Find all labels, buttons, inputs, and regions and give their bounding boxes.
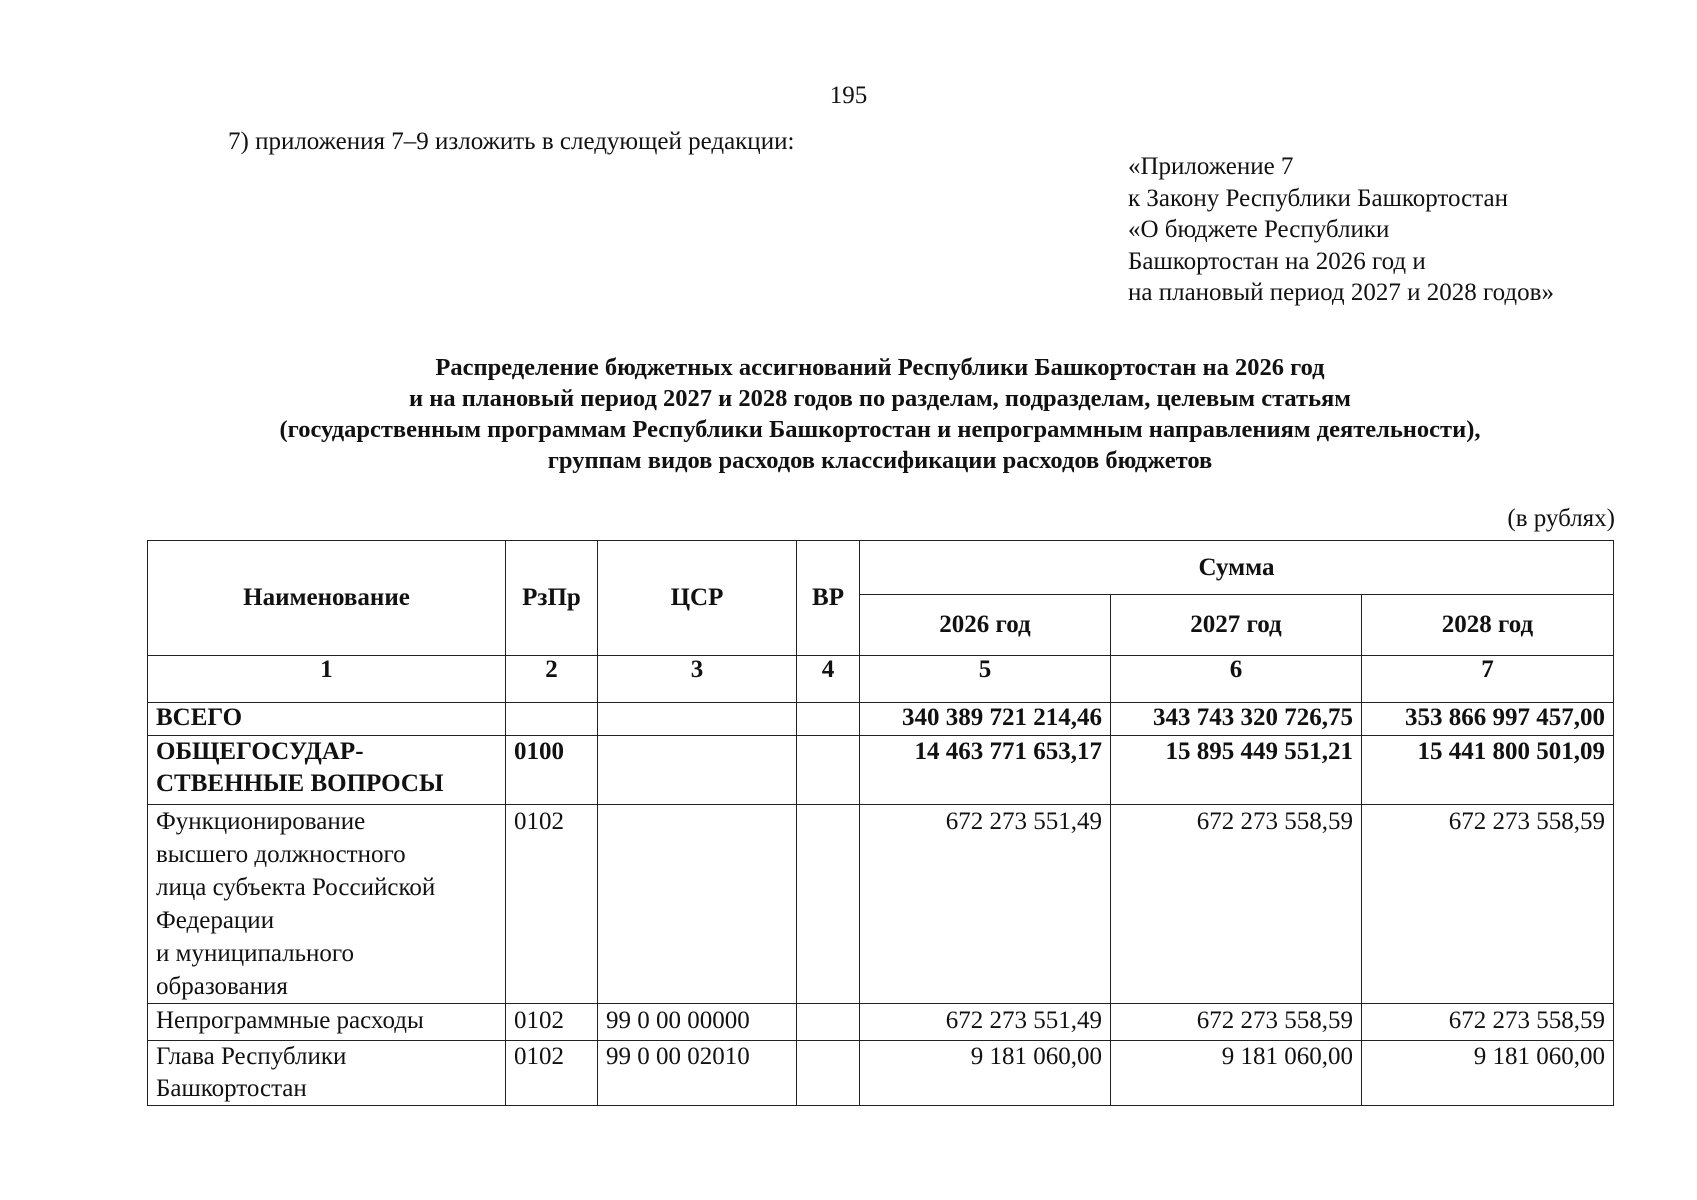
row-2026: 14 463 771 653,17: [860, 736, 1111, 805]
row-csr: [598, 736, 797, 805]
row-csr: [598, 703, 797, 736]
row-vr: [797, 703, 860, 736]
row-name-line: образования: [156, 973, 288, 1000]
row-2028: 672 273 558,59: [1362, 805, 1614, 1004]
column-number: 5: [860, 656, 1111, 703]
row-name: [148, 736, 506, 805]
appendix-reference: [1128, 151, 1554, 309]
row-2027: 672 273 558,59: [1111, 805, 1362, 1004]
row-name-line: Башкортостан: [156, 1075, 307, 1102]
row-rzpr: 0100: [506, 736, 598, 805]
row-name-line: Федерации: [156, 907, 275, 934]
table-row-general-issues: [148, 736, 1614, 805]
appendix-line: «О бюджете Республики: [1128, 216, 1390, 243]
row-vr: [797, 1004, 860, 1041]
row-name: Непрограммные расходы: [148, 1004, 506, 1041]
column-number-row: [148, 656, 1614, 703]
intro-text: 7) приложения 7–9 изложить в следующей редакции:: [228, 128, 795, 155]
row-rzpr: 0102: [506, 1004, 598, 1041]
table-row-total: [148, 703, 1614, 736]
row-name-line: лица субъекта Российской: [156, 874, 436, 901]
row-name: [148, 1041, 506, 1106]
row-name-line: Функционирование: [156, 808, 366, 835]
header-rzpr: РзПр: [506, 541, 598, 656]
column-number: 3: [598, 656, 797, 703]
title-line: и на плановый период 2027 и 2028 годов по разделам, подразделам, целевым статьям: [409, 385, 1351, 412]
table-row-head-of-republic: [148, 1041, 1614, 1106]
row-2026: 9 181 060,00: [860, 1041, 1111, 1106]
row-2027: 672 273 558,59: [1111, 1004, 1362, 1041]
row-name: [148, 805, 506, 1004]
row-2028: 9 181 060,00: [1362, 1041, 1614, 1106]
row-name: ВСЕГО: [148, 703, 506, 736]
row-2028: 353 866 997 457,00: [1362, 703, 1614, 736]
table-row-nonprogram: [148, 1004, 1614, 1041]
row-vr: [797, 736, 860, 805]
row-csr: 99 0 00 00000: [598, 1004, 797, 1041]
budget-table: [147, 540, 1614, 1106]
row-2026: 672 273 551,49: [860, 805, 1111, 1004]
row-name-line: и муниципального: [156, 940, 355, 967]
header-2026: 2026 год: [860, 595, 1111, 656]
row-name-line: СТВЕННЫЕ ВОПРОСЫ: [156, 770, 444, 797]
row-rzpr: 0102: [506, 1041, 598, 1106]
row-vr: [797, 805, 860, 1004]
header-2028: 2028 год: [1362, 595, 1614, 656]
row-vr: [797, 1041, 860, 1106]
header-sum: Сумма: [860, 541, 1614, 595]
title-line: Распределение бюджетных ассигнований Республики Башкортостан на 2026 год: [435, 354, 1325, 381]
header-vr: ВР: [797, 541, 860, 656]
document-title: [0, 352, 1697, 476]
header-name: Наименование: [148, 541, 506, 656]
title-line: (государственным программам Республики Башкортостан и непрограммным направлениям деятельности),: [279, 416, 1481, 443]
row-2027: 15 895 449 551,21: [1111, 736, 1362, 805]
appendix-line: к Закону Республики Башкортостан: [1128, 184, 1508, 212]
row-name-line: Глава Республики: [156, 1043, 347, 1070]
column-number: 2: [506, 656, 598, 703]
row-2026: 672 273 551,49: [860, 1004, 1111, 1041]
table-row-functioning: [148, 805, 1614, 1004]
row-2028: 15 441 800 501,09: [1362, 736, 1614, 805]
column-number: 4: [797, 656, 860, 703]
row-2028: 672 273 558,59: [1362, 1004, 1614, 1041]
row-2027: 9 181 060,00: [1111, 1041, 1362, 1106]
units-label: (в рублях): [1507, 505, 1615, 532]
header-row: [148, 541, 1614, 595]
column-number: 7: [1362, 656, 1614, 703]
column-number: 1: [148, 656, 506, 703]
row-rzpr: [506, 703, 598, 736]
row-name-line: высшего должностного: [156, 841, 406, 868]
title-line: группам видов расходов классификации расходов бюджетов: [547, 447, 1213, 474]
row-rzpr: 0102: [506, 805, 598, 1004]
row-name-line: ОБЩЕГОСУДАР-: [156, 738, 364, 765]
column-number: 6: [1111, 656, 1362, 703]
row-csr: [598, 805, 797, 1004]
appendix-line: Башкортостан на 2026 год и: [1128, 247, 1426, 275]
row-csr: 99 0 00 02010: [598, 1041, 797, 1106]
header-csr: ЦСР: [598, 541, 797, 656]
header-2027: 2027 год: [1111, 595, 1362, 656]
row-2027: 343 743 320 726,75: [1111, 703, 1362, 736]
appendix-line: на плановый период 2027 и 2028 годов»: [1128, 279, 1554, 306]
row-2026: 340 389 721 214,46: [860, 703, 1111, 736]
appendix-line: «Приложение 7: [1128, 153, 1294, 180]
page-number: 195: [829, 82, 868, 109]
